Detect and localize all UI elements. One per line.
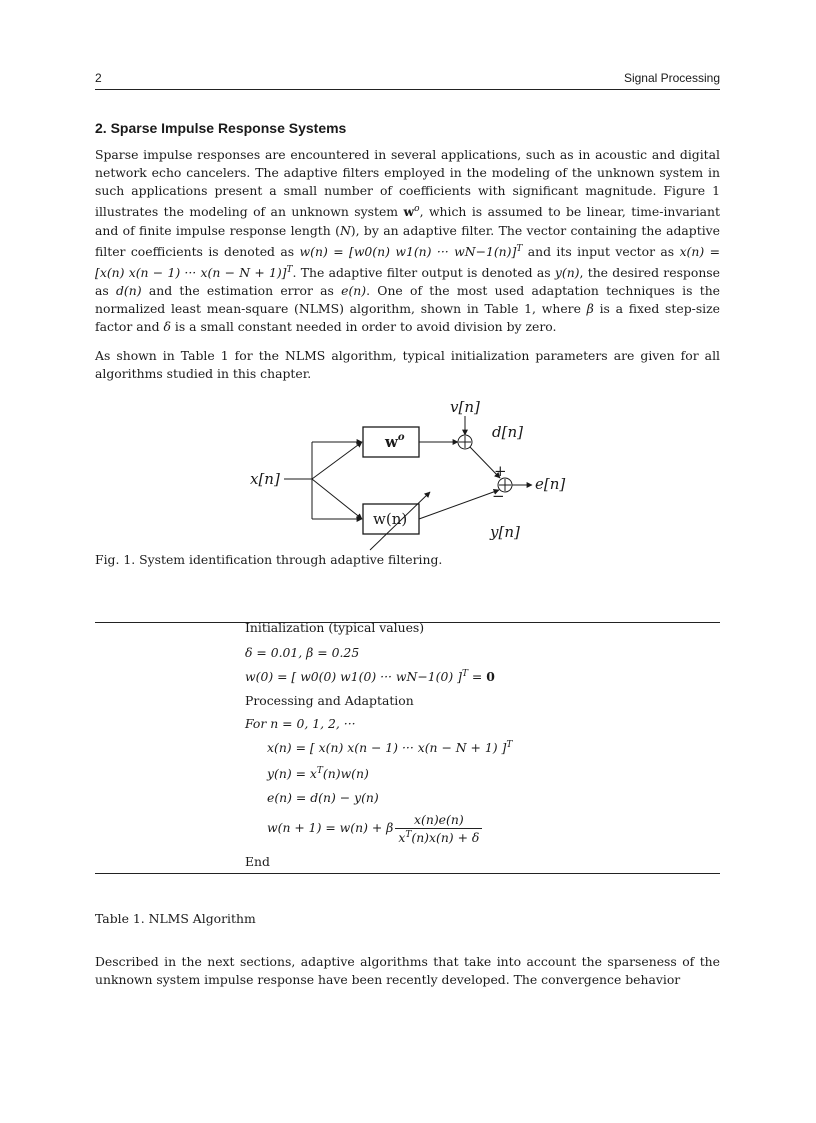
end-line: End [245, 854, 270, 869]
paragraph-3: Described in the next sections, adaptive algorithms that take into account the sparseness of the unknown system impulse response have been recently developed. The convergence behavior [95, 954, 720, 988]
diag-up-arrow [312, 442, 362, 479]
table-bottom-rule [95, 873, 720, 874]
x-vector-eq: x(n) = [ x(n) x(n − 1) ··· x(n − N + 1) ]$^T$ [267, 740, 513, 756]
diag-down-arrow [312, 479, 362, 519]
running-header [95, 71, 720, 90]
block-diagram [240, 392, 580, 552]
adaptive-filter-label: w(n) [373, 510, 408, 528]
y-output-eq: $y(n) = x^T(n)w(n)$ [267, 766, 369, 782]
running-title: Signal Processing [623, 71, 720, 85]
init-heading: Initialization (typical values) [245, 620, 425, 635]
paragraph-1: Sparse impulse responses are encountered in several applications, such as in acoustic and digital network echo cancelers. The adaptive filters employed in the modeling of the unknown system in such applications present a small number of coefficients with significant magnitude. Figure 1 illustrates the modeling of an unknown system $w^o$, which is assumed to be linear, time-invariant and of finite impulse response length (N), by an adaptive filter. The vector containing the adaptive filter coefficients is denoted as w(n) = [w0(n) w1(n) ··· wN−1(n)]$^T$ and its input vector as x(n) = [x(n) x(n − 1) ··· x(n − N + 1)]$^T$. The adaptive filter output is denoted as y(n), the desired response as d(n) and the estimation error as e(n). One of the most used adaptation techniques is the normalized least mean-square (NLMS) algorithm, shown in Table 1, where β is a fixed step-size factor and δ is a small constant needed in order to avoid division by zero. [95, 147, 721, 335]
for-loop-line: For n = 0, 1, 2, ··· [245, 716, 356, 731]
output-arrow [419, 490, 499, 519]
sum-plus-sign: + [494, 462, 507, 480]
input-label: x[n] [250, 470, 280, 488]
error-label: e[n] [535, 475, 566, 493]
xn-definition: x(n) = [x(n) x(n − 1) ··· x(n − N + 1)] [95, 243, 720, 280]
proc-heading: Processing and Adaptation [245, 693, 414, 708]
update-fraction: $\frac{x(n)e(n)}{x^T(n)x(n) + \delta}$ [395, 812, 482, 845]
unknown-system-label: $w^o$ [385, 432, 405, 451]
error-eq: e(n) = d(n) − y(n) [267, 790, 379, 805]
system-identification-diagram [240, 392, 580, 552]
noise-label: v[n] [450, 398, 480, 416]
paragraph-2: As shown in Table 1 for the NLMS algorithm, typical initialization parameters are given for all algorithms studied in this chapter. [95, 348, 720, 382]
sum-minus-sign: − [492, 487, 505, 505]
table-caption: Table 1. NLMS Algorithm [95, 911, 256, 926]
wn-definition: w(n) = [w0(n) w1(n) ··· wN−1(n)] [299, 243, 517, 259]
output-label: y[n] [490, 523, 520, 541]
desired-label: d[n] [492, 423, 523, 441]
init-params: δ = 0.01, β = 0.25 [245, 645, 360, 660]
page-number: 2 [95, 71, 102, 85]
w0-initialization: w(0) = [ w0(0) w1(0) ··· wN−1(0) ]$^T$ = 0 [245, 669, 495, 685]
figure-caption: Fig. 1. System identification through adaptive filtering. [95, 552, 443, 567]
update-eq: w(n + 1) = w(n) + β $\frac{x(n)e(n)}{x^T(n)x(n) + \delta}$ [267, 812, 482, 845]
section-title: 2. Sparse Impulse Response Systems [95, 120, 347, 136]
